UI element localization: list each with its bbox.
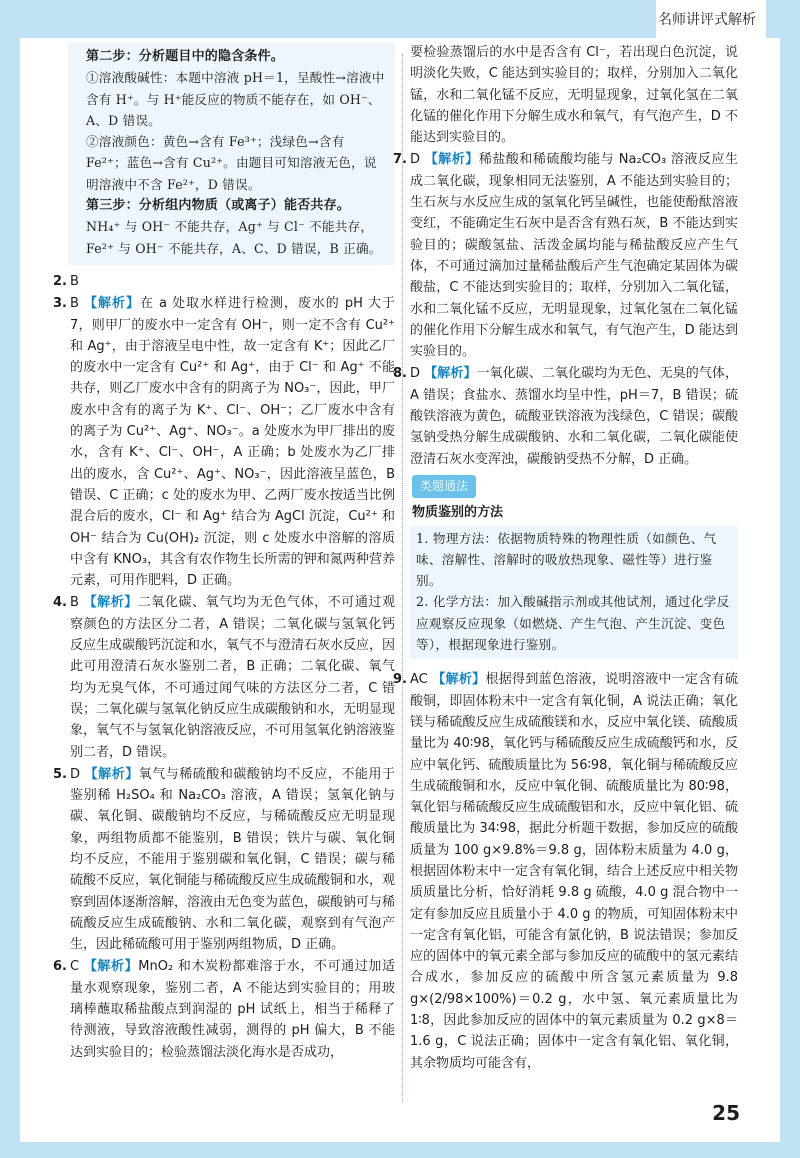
- step2-title: 第二步：分析题目中的隐含条件。: [86, 49, 285, 64]
- analysis-tag: 【解析】: [84, 766, 139, 782]
- analysis-tag: 【解析】: [432, 672, 486, 688]
- page-number: 25: [712, 1101, 740, 1125]
- question-number: 6.: [53, 959, 67, 975]
- question-number: 3.: [53, 296, 67, 312]
- method-box: [410, 526, 738, 660]
- analysis-text: 在 a 处取水样进行检测，废水的 pH 大于 7，则甲厂的废水中一定含有 OH⁻，则一定不含有 Cu²⁺ 和 Ag⁺，由于溶液呈电中性，故一定含有 K⁺；因此乙厂的废水中一定含有 Cu²⁺ 和 Ag⁺，由于 Cl⁻ 和 Ag⁺ 不能共存，则乙厂废水中含有的阴离子为 NO₃⁻，因此，甲厂废水中含有的离子为 K⁺、Cl⁻、OH⁻；乙厂废水中含有的离子为 Cu²⁺、Ag⁺、NO₃⁻。a 处废水为甲厂排出的废水，含有 K⁺、Cl⁻、OH⁻，A 正确；b 处废水为乙厂排出的废水，含 Cu²⁺、Ag⁺、NO₃⁻，因此溶液呈蓝色，B 错误、C 正确；c 处的废水为甲、乙两厂废水按适当比例混合后的废水，Cl⁻ 和 Ag⁺ 结合为 AgCl 沉淀，Cu²⁺ 和 OH⁻ 结合为 Cu(OH)₂ 沉淀，则 c 处废水中溶解的溶质中含有 KNO₃，其含有农作物生长所需的钾和氮两种营养元素，可用作肥料，D 正确。: [70, 296, 395, 589]
- answer: D: [70, 766, 81, 782]
- question-2: [53, 271, 395, 292]
- answer: B: [70, 273, 79, 289]
- analysis-text: 氧气与稀硫酸和碳酸钠均不反应，不能用于鉴别稀 H₂SO₄ 和 Na₂CO₃ 溶液，A 错误；氢氧化钠与碳、氧化铜、碳酸钠均不反应，与稀硫酸反应无明显现象，两组物质都不能鉴别，B 错误；铁片与碳、氧化铜均不反应，不能用于鉴别碳和氧化铜，C 错误；碳与稀硫酸不反应，氧化铜能与稀硫酸反应生成硫酸铜和水，观察到固体逐渐溶解，溶液由无色变为蓝色，碳酸钠可与稀硫酸反应生成硫酸钠、水和二氧化碳，观察到有气泡产生，因此稀硫酸可用于鉴别两组物质，D 正确。: [70, 766, 396, 953]
- analysis-box: [68, 42, 395, 265]
- step3-title: 第三步：分析组内物质（或离子）能否共存。: [86, 198, 351, 214]
- analysis-tag: 【解析】: [424, 366, 477, 382]
- step3-paragraph: NH₄⁺ 与 OH⁻ 不能共存，Ag⁺ 与 Cl⁻ 不能共存，Fe²⁺ 与 OH⁻ 不能共存，A、C、D 错误，B 正确。: [86, 219, 382, 256]
- analysis-text: 二氧化碳、氧气均为无色气体，不可通过观察颜色的方法区分二者，A 错误；二氧化碳与氢氧化钙反应生成碳酸钙沉淀和水，氧气不与澄清石灰水反应，因此可用澄清石灰水鉴别二者，B 正确；二氧化碳、氧气均为无臭气体，不可通过闻气味的方法区分二者，C 错误；二氧化碳与氢氧化钠反应生成碳酸钠和水，无明显现象，氧气不与氢氧化钠溶液反应，不可用氢氧化钠溶液鉴别二者，D 错误。: [70, 595, 396, 760]
- analysis-tag: 【解析】: [83, 595, 138, 611]
- method-tag: 类题通法: [412, 475, 476, 498]
- answer: D: [410, 366, 421, 382]
- question-number: 9.: [393, 672, 407, 688]
- column-divider: [402, 54, 403, 1102]
- question-9: [393, 669, 738, 1074]
- question-5: [53, 764, 396, 956]
- right-column: [393, 42, 738, 1075]
- left-column: [53, 42, 396, 1064]
- question-number: 5.: [53, 766, 67, 782]
- analysis-text: 一氧化碳、二氧化碳均为无色、无臭的气体，A 错误；食盐水、蒸馏水均呈中性，pH＝7，B 错误；硫酸铁溶液为黄色，硫酸亚铁溶液为浅绿色，C 错误；碳酸氢钠受热分解生成碳酸钠、水和二氧化碳，二氧化碳能使澄清石灰水变浑浊，碳酸钠受热不分解，D 正确。: [410, 366, 738, 467]
- step2-paragraph-1: ①溶液酸碱性：本题中溶液 pH＝1，呈酸性→溶液中含有 H⁺。与 H⁺能反应的物质不能存在，如 OH⁻、A、D 错误。: [86, 70, 385, 128]
- question-number: 8.: [393, 366, 407, 382]
- question-number: 4.: [53, 595, 67, 611]
- analysis-text: MnO₂ 和木炭粉都难溶于水，不可通过加适量水观察现象，鉴别二者，A 不能达到实验目的；用玻璃棒蘸取稀盐酸点到润湿的 pH 试纸上，相当于稀释了待测液，导致溶液酸性减弱，测得的 pH 偏大，B 不能达到实验目的；检验蒸馏法淡化海水是否成功，: [70, 959, 395, 1060]
- answer: C: [70, 959, 80, 975]
- analysis-tag: 【解析】: [83, 959, 139, 975]
- header-title: 名师讲评式解析: [658, 12, 756, 28]
- question-7: [393, 149, 738, 362]
- answer: B: [70, 595, 79, 611]
- question-8: [393, 363, 738, 469]
- analysis-tag: 【解析】: [84, 296, 140, 312]
- question-4: [53, 592, 396, 762]
- method-physical: 1. 物理方法：依据物质特殊的物理性质（如颜色、气味、溶解性、溶解时的吸放热现象、磁性等）进行鉴别。: [416, 530, 717, 589]
- analysis-text: 根据得到蓝色溶液，说明溶液中一定含有硫酸铜，即固体粉末中一定含有氧化铜，A 说法正确；氧化镁与稀硫酸反应生成硫酸镁和水，反应中氧化镁、硫酸质量比为 40∶98，氧化钙与稀硫酸反应生成硫酸钙和水，反应中氧化钙、硫酸质量比为 56∶98，氧化铜与稀硫酸反应生成硫酸铜和水，反应中氧化铜、硫酸质量比为 80∶98，氧化铝与稀硫酸反应生成硫酸铝和水，反应中氧化铝、硫酸质量比为 34∶98，据此分析题干数据，参加反应的硫酸质量为 100 g×9.8%＝9.8 g，固体粉末质量为 4.0 g，根据固体粉末中一定含有氧化铜，结合上述反应中相关物质质量比分析，恰好消耗 9.8 g 硫酸，4.0 g 混合物中一定有参加反应且质量小于 4.0 g 的物质，可知固体粉末中一定含有氧化铝，可能含有氯化钠，B 说法错误；参加反应的固体中的氧元素全部与参加反应的硫酸中的氢元素结合成水，参加反应的硫酸中所含氢元素质量为 9.8 g×(2/98×100%)＝0.2 g，水中氢、氧元素质量比为 1∶8，因此参加反应的固体中的氧元素质量为 0.2 g×8＝1.6 g，C 说法正确；固体中一定含有氧化铝、氧化铜，其余物质均可能含有，: [410, 672, 738, 1071]
- question-number: 7.: [393, 152, 407, 168]
- step2-paragraph-2: ②溶液颜色：黄色→含有 Fe³⁺；浅绿色→含有 Fe²⁺；蓝色→含有 Cu²⁺。由题目可知溶液无色，说明溶液中不含 Fe²⁺，D 错误。: [86, 134, 377, 192]
- answer: B: [70, 296, 79, 312]
- answer: D: [410, 152, 421, 168]
- analysis-text: 稀盐酸和稀硫酸均能与 Na₂CO₃ 溶液反应生成二氧化碳，现象相同无法鉴别，A 不能达到实验目的；生石灰与水反应生成的氢氧化钙呈碱性，也能使酚酞溶液变红，不能确定生石灰中是否含有熟石灰，B 不能达到实验目的；碳酸氢盐、活泼金属均能与稀盐酸反应产生气体，不可通过滴加过量稀盐酸后产生气泡确定某固体为碳酸盐，C 不能达到实验目的；取样，分别加入二氧化锰，水和二氧化锰不反应，无明显现象，过氧化氢在二氧化锰的催化作用下分解生成水和氧气，有气泡产生，D 能达到实验目的。: [410, 152, 738, 360]
- analysis-tag: 【解析】: [424, 152, 479, 168]
- question-6-continued: 要检验蒸馏后的水中是否含有 Cl⁻，若出现白色沉淀，说明淡化失败，C 能达到实验目的；取样，分别加入二氧化锰，水和二氧化锰不反应，无明显现象，过氧化氢在二氧化锰的催化作用下分解生成水和氧气，有气泡产生，D 不能达到实验目的。: [410, 45, 738, 146]
- answer: AC: [410, 672, 428, 688]
- question-number: 2.: [53, 273, 67, 289]
- method-chemical: 2. 化学方法：加入酸碱指示剂或其他试剂，通过化学反应观察反应现象（如燃烧、产生气泡、产生沉淀、变色等），根据现象进行鉴别。: [416, 594, 730, 653]
- question-3: [53, 293, 395, 591]
- method-title: 物质鉴别的方法: [412, 505, 504, 521]
- question-6: [53, 956, 395, 1062]
